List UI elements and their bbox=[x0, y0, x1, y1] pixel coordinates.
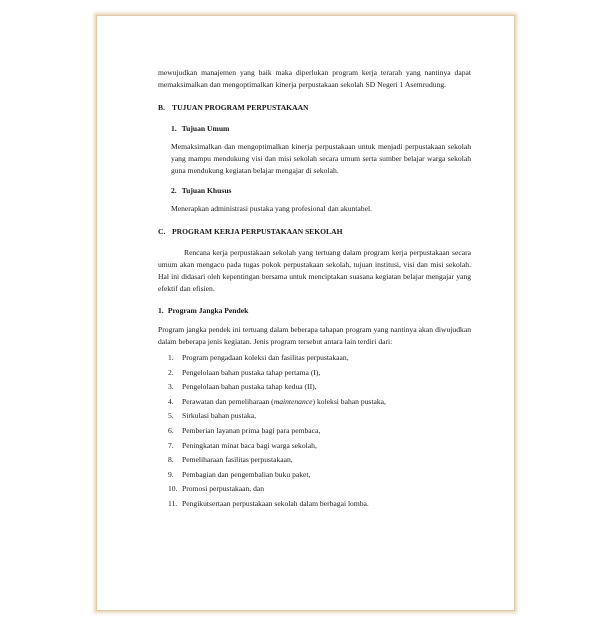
program-jangka-pendek-body: Program jangka pendek ini tertuang dalam beberapa tahapan program yang nantinya akan diwujudkan dalam beberapa jenis kegiatan. Jenis program tersebut antara lain terdiri dari: bbox=[158, 325, 471, 346]
tujuan-khusus-title: Tujuan Khusus bbox=[181, 186, 232, 195]
tujuan-khusus-number: 2. bbox=[171, 186, 177, 195]
section-c-letter: C. bbox=[158, 227, 166, 236]
program-jangka-pendek-title: Program Jangka Pendek bbox=[167, 306, 249, 315]
list-item: 6. Pemberian layanan prima bagi para pembaca, bbox=[168, 425, 321, 435]
section-c-body: Rencana kerja perpustakaan sekolah yang tertuang dalam program kerja perpustakaan secara umum akan mengacu pada tugas pokok perpustakaan sekolah, tujuan institusi, visi dan misi sekolah. Hal ini didasari oleh kepentingan bersama untuk menciptakan suasana kegiatan belajar mengajar yang efektif dan efisien. bbox=[158, 248, 471, 293]
program-list bbox=[158, 351, 471, 512]
tujuan-umum-title: Tujuan Umum bbox=[181, 124, 230, 133]
list-item: 1. Program pengadaan koleksi dan fasilitas perpustakaan, bbox=[168, 353, 349, 362]
page-content bbox=[158, 67, 471, 512]
tujuan-khusus-body: Menerapkan administrasi pustaka yang profesional dan akuntabel. bbox=[171, 204, 372, 213]
list-item: 3. Pengelolaan bahan pustaka tahap kedua (II), bbox=[168, 382, 317, 392]
tujuan-umum-body: Memaksimalkan dan mengoptimalkan kinerja perpustakaan untuk menjadi perpustakaan sekolah yang mampu mendukung visi dan misi sekolah secara umum serta sumber belajar warga sekolah guna mendukung kegiatan belajar mengajar di sekolah. bbox=[171, 142, 471, 175]
tujuan-umum-heading bbox=[171, 123, 471, 135]
list-item: 9. Pembagian dan pengembalian buku paket, bbox=[168, 469, 311, 479]
tujuan-khusus-heading bbox=[171, 185, 471, 197]
list-item: 2. Pengelolaan bahan pustaka tahap pertama (I), bbox=[168, 367, 321, 377]
list-item: 5. Sirkulasi bahan pustaka, bbox=[168, 411, 257, 421]
program-jangka-pendek-number: 1. bbox=[158, 306, 164, 315]
list-item: 4. Perawatan dan pemeliharaan (maintenance) koleksi bahan pustaka, bbox=[168, 396, 386, 406]
section-b-title: TUJUAN PROGRAM PERPUSTAKAAN bbox=[172, 103, 309, 112]
maintenance-term: maintenance bbox=[273, 396, 313, 406]
section-b-letter: B. bbox=[158, 103, 165, 112]
list-item: 8. Pemeliharaan fasilitas perpustakaan, bbox=[168, 455, 293, 465]
section-c-title: PROGRAM KERJA PERPUSTAKAAN SEKOLAH bbox=[172, 227, 343, 236]
section-b-heading bbox=[158, 102, 471, 114]
document-page bbox=[96, 15, 515, 611]
list-item: 10. Promosi perpustakaan, dan bbox=[168, 484, 265, 494]
section-c-heading bbox=[158, 226, 471, 238]
list-item: 7. Peningkatan minat baca bagi warga sekolah, bbox=[168, 440, 317, 450]
list-item: 11. Pengikutsertaan perpustakaan sekolah dalam berbagai lomba. bbox=[168, 498, 369, 508]
intro-paragraph: mewujudkan manajemen yang baik maka diperlukan program kerja terarah yang nantinya dapat memaksimalkan dan mengoptimalkan kinerja perpustakaan sekolah SD Negeri 1 Asemrudung. bbox=[158, 68, 471, 89]
program-jangka-pendek-heading bbox=[158, 305, 471, 317]
tujuan-umum-number: 1. bbox=[171, 124, 177, 133]
